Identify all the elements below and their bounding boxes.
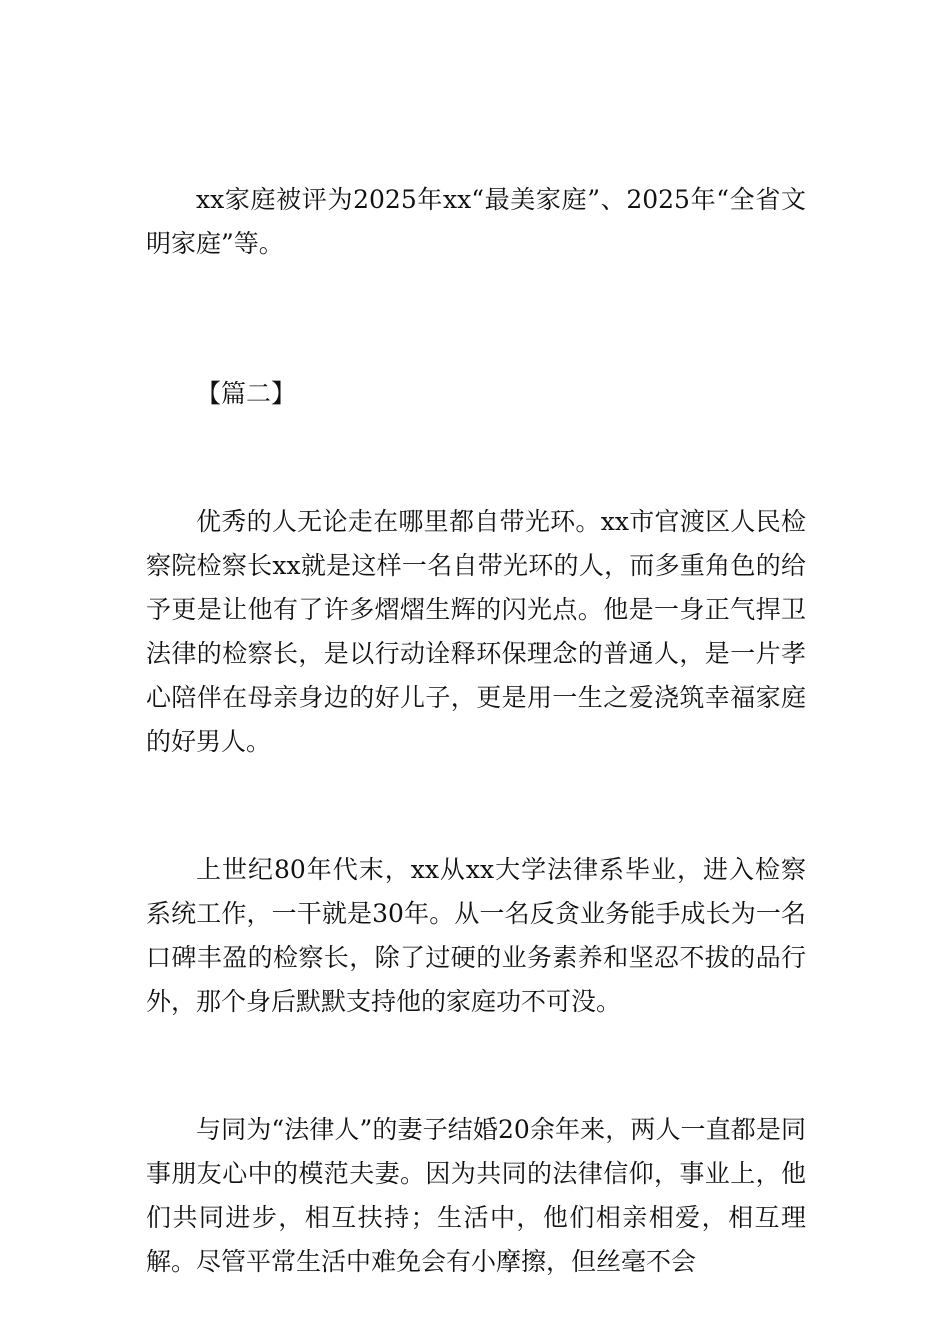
paragraph-career: 上世纪80年代末，xx从xx大学法律系毕业，进入检察系统工作，一干就是30年。从一名反贪业务能手成长为一名口碑丰盈的检察长，除了过硬的业务素养和坚忍不拔的品行外，那个身后默默支持他的家庭功不可没。 [146, 855, 806, 1016]
paragraph-marriage: 与同为“法律人”的妻子结婚20余年来，两人一直都是同事朋友心中的模范夫妻。因为共同的法律信仰，事业上，他们共同进步，相互扶持；生活中，他们相亲相爱，相互理解。尽管平常生活中难免会有小摩擦，但丝毫不会 [146, 1115, 806, 1276]
paragraph-award-summary: xx家庭被评为2025年xx“最美家庭”、2025年“全省文明家庭”等。 [146, 185, 806, 258]
document-body [146, 178, 806, 1284]
section-heading: 【篇二】 [196, 379, 297, 408]
paragraph-introduction: 优秀的人无论走在哪里都自带光环。xx市官渡区人民检察院检察长xx就是这样一名自带光环的人，而多重角色的给予更是让他有了许多熠熠生辉的闪光点。他是一身正气捍卫法律的检察长，是以行动诠释环保理念的普通人，是一片孝心陪伴在母亲身边的好儿子，更是用一生之爱浇筑幸福家庭的好男人。 [146, 507, 806, 756]
